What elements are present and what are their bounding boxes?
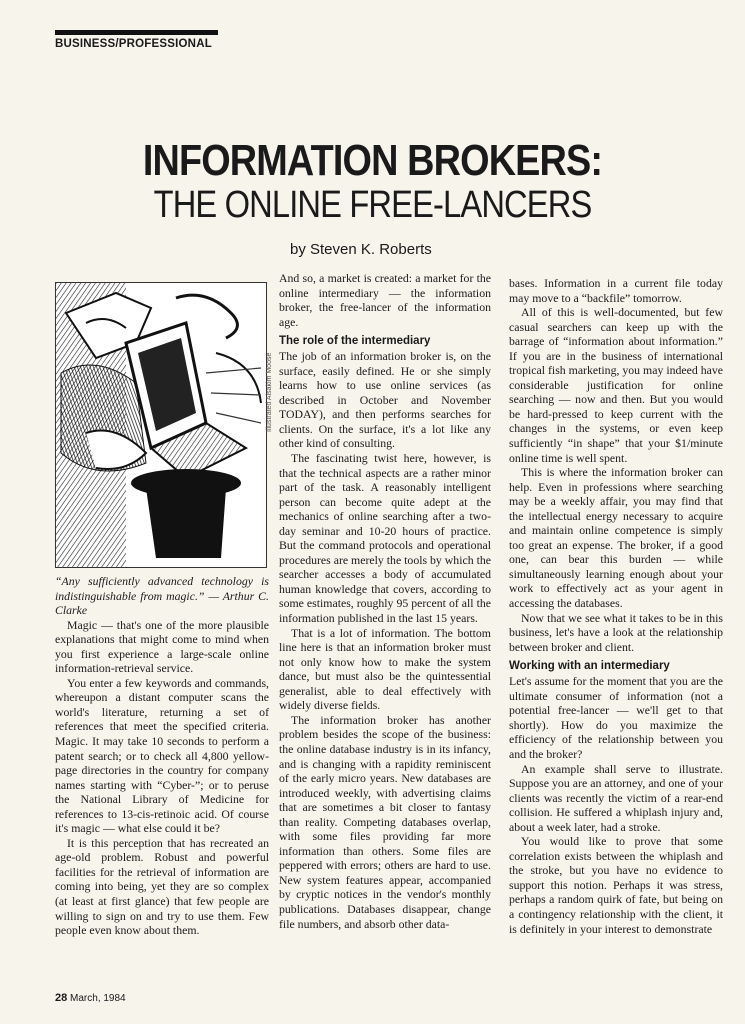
paragraph: You enter a few keywords and commands, whereupon a distant computer scans the world's literature, returning a set of references that meet the specified criteria. Magic. It may take 10 seconds to perform a patent search; or to check all 4,800 yellow-page directories in the country for company names starting with “Cyber-”; or to peruse the National Library of Medicine for references to 13-cis-retinoic acid. Of course it's magic — what else could it be?	[55, 675, 269, 836]
paragraph: An example shall serve to illustrate. Suppose you are an attorney, and one of your clients was recently the victim of a rear-end collision. He suffered a whiplash injury and, about a week later, had a stroke.	[509, 761, 723, 834]
byline: by Steven K. Roberts	[290, 241, 432, 258]
paragraph: That is a lot of information. The bottom line here is that an information broker must not only know how to make the system dance, but must also be the quintessential generalist, able to deal effectively with widely diverse fields.	[279, 625, 491, 713]
paragraph: The fascinating twist here, however, is that the technical aspects are a rather minor part of the task. A reasonably intelligent person can become quite adept at the mechanics of online searching after a two-day seminar and 10-20 hours of practice. But the command protocols and operational procedures are merely the tools by which the searcher accesses a body of accumulated human knowledge that covers, according to some estimates, roughly 95 percent of all the information published in the last 15 years.	[279, 451, 491, 626]
column-2	[279, 271, 491, 931]
illustration-credit: Illustrated Alsakim Moose	[266, 352, 273, 432]
paragraph: Let's assume for the moment that you are the ultimate consumer of information (not a potential free-lancer — we'll get to that shortly). How do you maximize the efficiency of the relationship between you and the broker?	[509, 674, 723, 761]
paragraph: And so, a market is created: a market for the online intermediary — the information broker, the free-lancer of the information age.	[279, 271, 491, 329]
paragraph: The job of an information broker is, on the surface, easily defined. He or she simply learns how to use online services (as described in October and November TODAY), and then performs searches for clients. On the surface, it's a lot like any other kind of consulting.	[279, 349, 491, 451]
paragraph: You would like to prove that some correlation exists between the whiplash and the stroke, but you have no evidence to support this notion. Perhaps it was stress, perhaps a random quirk of fate, but being on a contingency relationship with the client, it is definitely in your interest to demonstrate	[509, 834, 723, 936]
paragraph: The information broker has another problem besides the scope of the business: the online database industry is in its infancy, and is changing with a rapidity reminiscent of the early micro years. New databases are introduced weekly, with advertising claims that are sometimes a bit closer to fantasy than reality. Competing databases overlap, with some files providing far more information than others. Some files are peppered with errors; others are hard to use. New system features appear, accompanied by cryptic notices in the vendor's monthly publications. Databases disappear, change file numbers, and absorb other data-	[279, 712, 491, 931]
paragraph: Magic — that's one of the more plausible explanations that might come to mind when you first experience a large-scale online information-retrieval service.	[55, 617, 269, 676]
column-1	[55, 574, 269, 938]
page-number: 28	[55, 992, 68, 1004]
subhead: Working with an intermediary	[509, 660, 670, 673]
paragraph: It is this perception that has recreated an age-old problem. Robust and powerful facilities for the retrieval of information are coming into being, yet they are so complex (at least at first glance) that few people are willing to sign on and try to use them. Few people even know about them.	[55, 835, 269, 938]
issue-date: March, 1984	[70, 993, 126, 1004]
paragraph: All of this is well-documented, but few casual searchers can keep up with the barrage of “information about information.” If you are in the business of international tropical fish marketing, you may indeed have considerable justification for online searching — now and then. But you would be hard-pressed to keep current with the changes in the systems, or even keep sufficiently “in shape” that your $1/minute online time is well spent.	[509, 305, 723, 465]
paragraph: bases. Information in a current file today may move to a “backfile” tomorrow.	[509, 276, 723, 305]
folio	[55, 992, 126, 1004]
column-3	[509, 276, 723, 936]
illustration	[55, 282, 267, 568]
paragraph: Now that we see what it takes to be in this business, let's have a look at the relationship between broker and client.	[509, 610, 723, 654]
section-rule	[55, 30, 218, 35]
epigraph: “Any sufficiently advanced technology is indistinguishable from magic.” — Arthur C. Clarke	[55, 574, 269, 618]
section-label: BUSINESS/PROFESSIONAL	[55, 38, 212, 50]
title-line-1: INFORMATION BROKERS:	[142, 136, 603, 185]
subhead: The role of the intermediary	[279, 335, 431, 348]
paragraph: This is where the information broker can help. Even in professions where searching may be a weekly affair, you may find that the intellectual energy necessary to acquire and maintain online competence is simply too great an expense. The broker, if a good one, can bear this burden — while simultaneously learning enough about your work to effectively act as your agent in accessing the databases.	[509, 465, 723, 611]
title-line-2: THE ONLINE FREE-LANCERS	[153, 184, 592, 226]
